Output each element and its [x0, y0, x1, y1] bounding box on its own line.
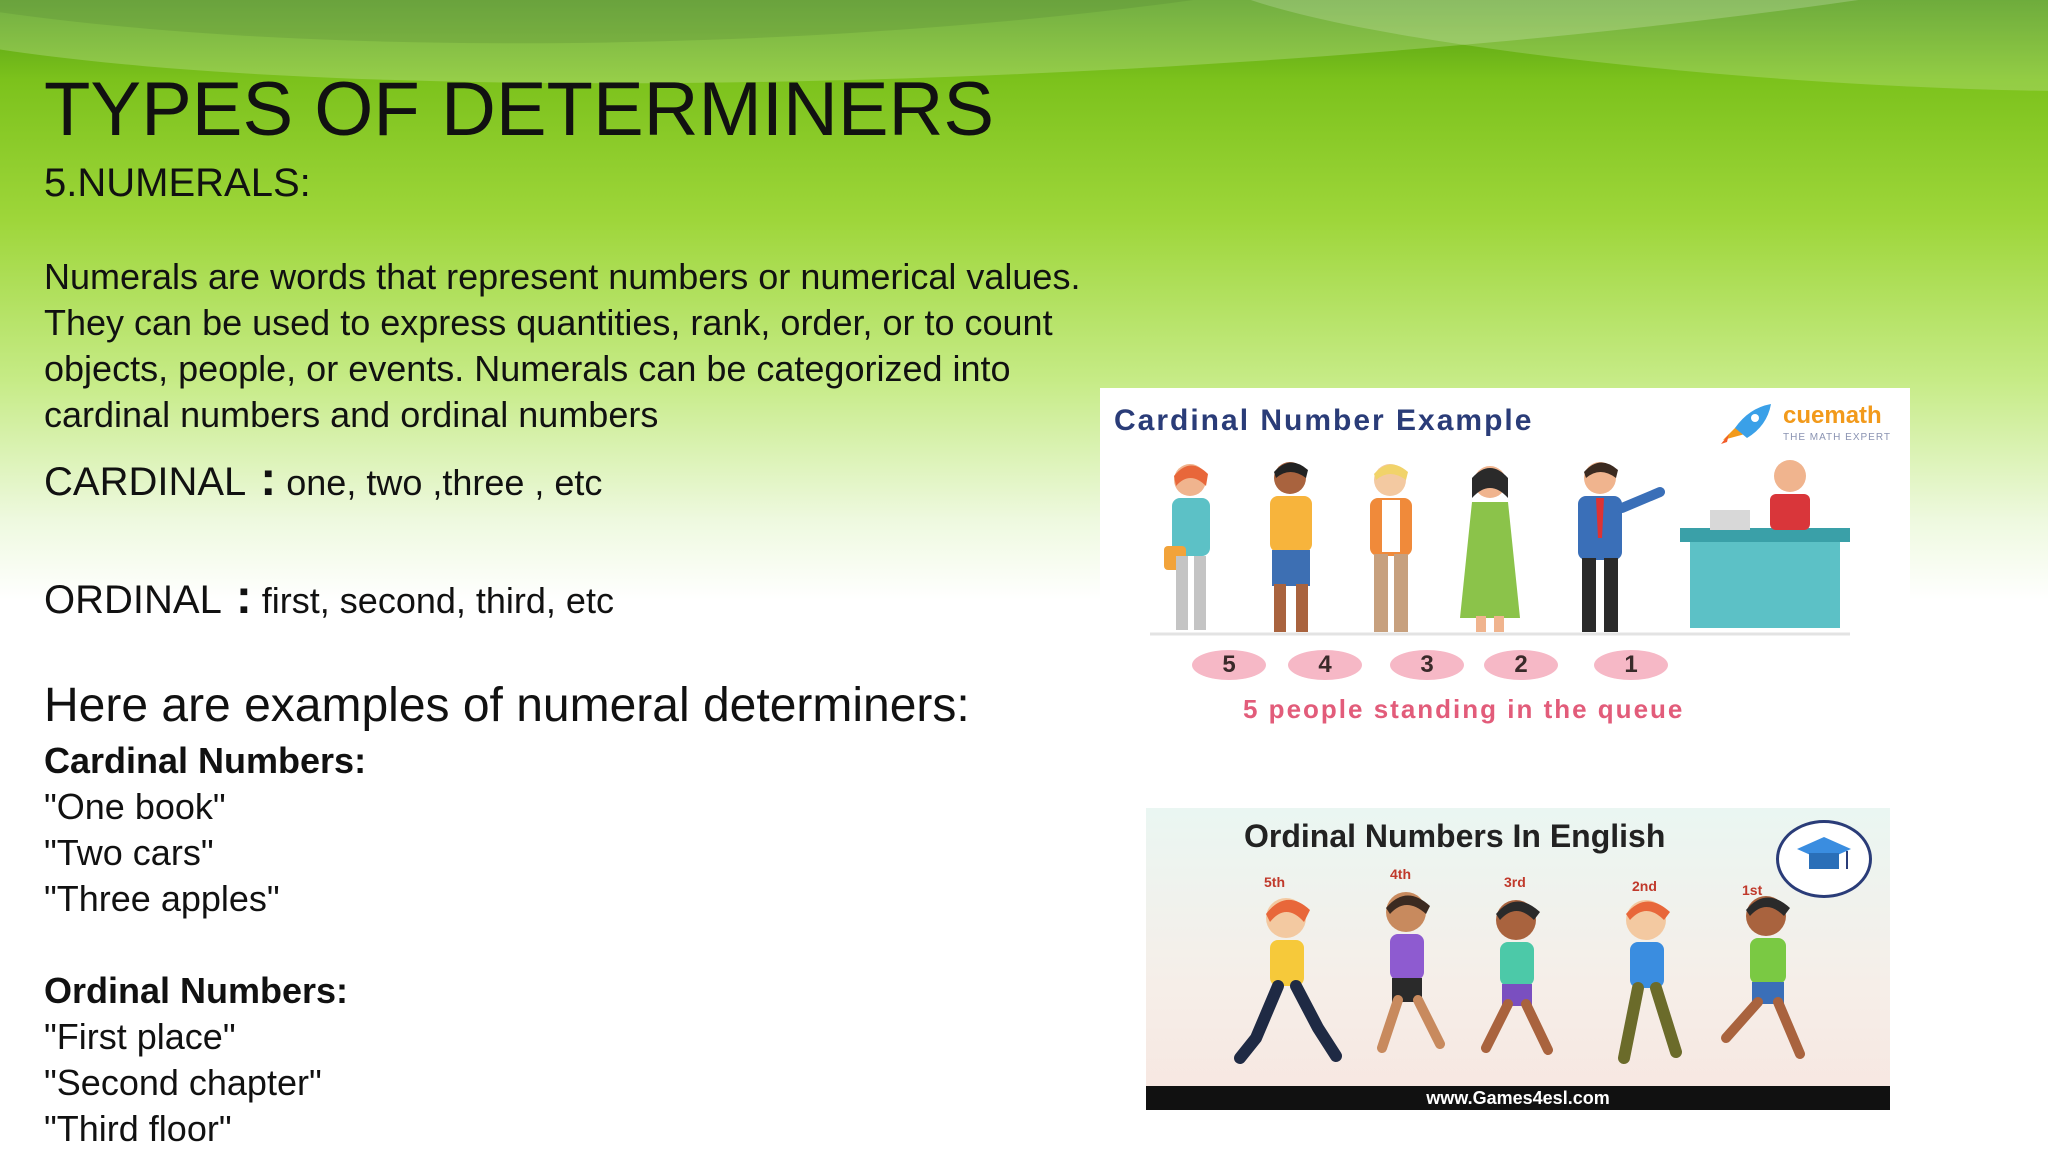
definition-paragraph: Numerals are words that represent numbers or numerical values. They can be used to express quantities, rank, order, or to count objects, people, or events. Numerals can be categorized into cardinal numbers and ordinal numbers: [44, 256, 1081, 435]
queue-position: 3: [1390, 650, 1464, 680]
cardinal-image-title: Cardinal Number Example: [1114, 404, 1534, 437]
games4esl-badge: [1776, 820, 1872, 898]
cardinal-example-image: [1100, 388, 1910, 748]
rocket-icon: [1715, 400, 1775, 446]
cuemath-tagline: THE MATH EXPERT: [1783, 432, 1891, 443]
examples-title: Here are examples of numeral determiners:: [44, 679, 970, 732]
ordinal-heading: Ordinal Numbers:: [44, 970, 349, 1011]
queue-position: 2: [1484, 650, 1558, 680]
ordinal-separator: :: [235, 571, 252, 624]
ordinal-label: 2nd: [1632, 878, 1657, 894]
cardinal-heading: Cardinal Numbers:: [44, 740, 367, 781]
list-spacer: [44, 922, 366, 968]
cuemath-logo: [1715, 400, 1905, 450]
running-children-illustration: [1186, 888, 1866, 1084]
cardinal-separator: :: [260, 453, 277, 506]
cardinal-label: CARDINAL: [44, 460, 247, 504]
ordinal-label: 3rd: [1504, 874, 1526, 890]
ordinal-image-title: Ordinal Numbers In English: [1244, 818, 1666, 854]
queue-position: 1: [1594, 650, 1668, 680]
slide-title: TYPES OF DETERMINERS: [44, 67, 995, 152]
graduation-cap-icon: [1779, 823, 1869, 895]
ordinal-row: [44, 571, 614, 625]
cardinal-example: "Three apples": [44, 878, 280, 919]
ordinal-label: ORDINAL: [44, 578, 222, 622]
ordinal-example: "First place": [44, 1016, 236, 1057]
ordinal-example: "Third floor": [44, 1108, 232, 1149]
ordinal-example-image: [1146, 808, 1890, 1110]
ordinal-label: 4th: [1390, 866, 1411, 882]
cardinal-example: "Two cars": [44, 832, 214, 873]
ordinal-label: 1st: [1742, 882, 1763, 898]
games4esl-footer: www.Games4esl.com: [1146, 1086, 1890, 1110]
background-swoosh: [1197, 0, 2048, 122]
slide-subtitle: 5.NUMERALS:: [44, 161, 311, 205]
ordinal-example: "Second chapter": [44, 1062, 322, 1103]
examples-list: [44, 738, 366, 1152]
queue-position: 5: [1192, 650, 1266, 680]
ordinal-label: 5th: [1264, 874, 1285, 890]
cardinal-values: one, two ,three , etc: [286, 462, 603, 503]
cardinal-example: "One book": [44, 786, 226, 827]
queue-caption: 5 people standing in the queue: [1243, 694, 1685, 724]
queue-position: 4: [1288, 650, 1362, 680]
cuemath-wordmark: cuemath: [1783, 402, 1882, 429]
ordinal-values: first, second, third, etc: [261, 580, 614, 621]
queue-people-illustration: [1150, 458, 1870, 658]
cardinal-row: [44, 453, 603, 507]
